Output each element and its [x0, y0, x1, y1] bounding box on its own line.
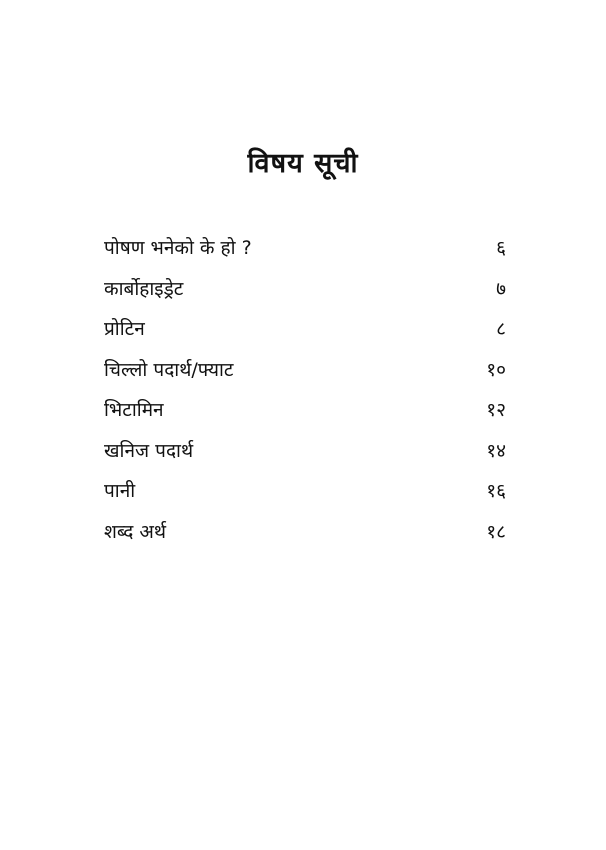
toc-entry-label: चिल्लो पदार्थ/फ्याट: [104, 358, 234, 381]
toc-entry: [104, 394, 506, 435]
toc-entry-page: १६: [486, 480, 506, 502]
toc-entry: [104, 435, 506, 476]
page-title: विषय सूची: [247, 148, 359, 180]
toc-entry: [104, 516, 506, 557]
toc-entry: [104, 475, 506, 516]
toc-entry-page: ६: [496, 237, 506, 259]
table-of-contents: [104, 232, 506, 556]
toc-entry-label: प्रोटिन: [104, 318, 145, 340]
toc-entry-label: खनिज पदार्थ: [104, 439, 194, 462]
toc-entry-page: ८: [496, 318, 506, 340]
toc-entry-page: १२: [486, 399, 506, 421]
toc-entry-label: कार्बोहाइड्रेट: [104, 277, 184, 300]
toc-entry-page: १०: [486, 358, 506, 381]
toc-entry-page: १८: [486, 520, 506, 543]
toc-entry-page: १४: [486, 439, 506, 462]
toc-entry-label: शब्द अर्थ: [104, 520, 167, 543]
toc-entry: [104, 273, 506, 314]
toc-entry-label: भिटामिन: [104, 399, 164, 421]
toc-entry: [104, 354, 506, 395]
toc-entry: [104, 313, 506, 354]
toc-entry-page: ७: [496, 277, 506, 300]
toc-entry-label: पोषण भनेको के हो ?: [104, 237, 252, 259]
toc-entry: [104, 232, 506, 273]
toc-entry-label: पानी: [104, 480, 136, 502]
